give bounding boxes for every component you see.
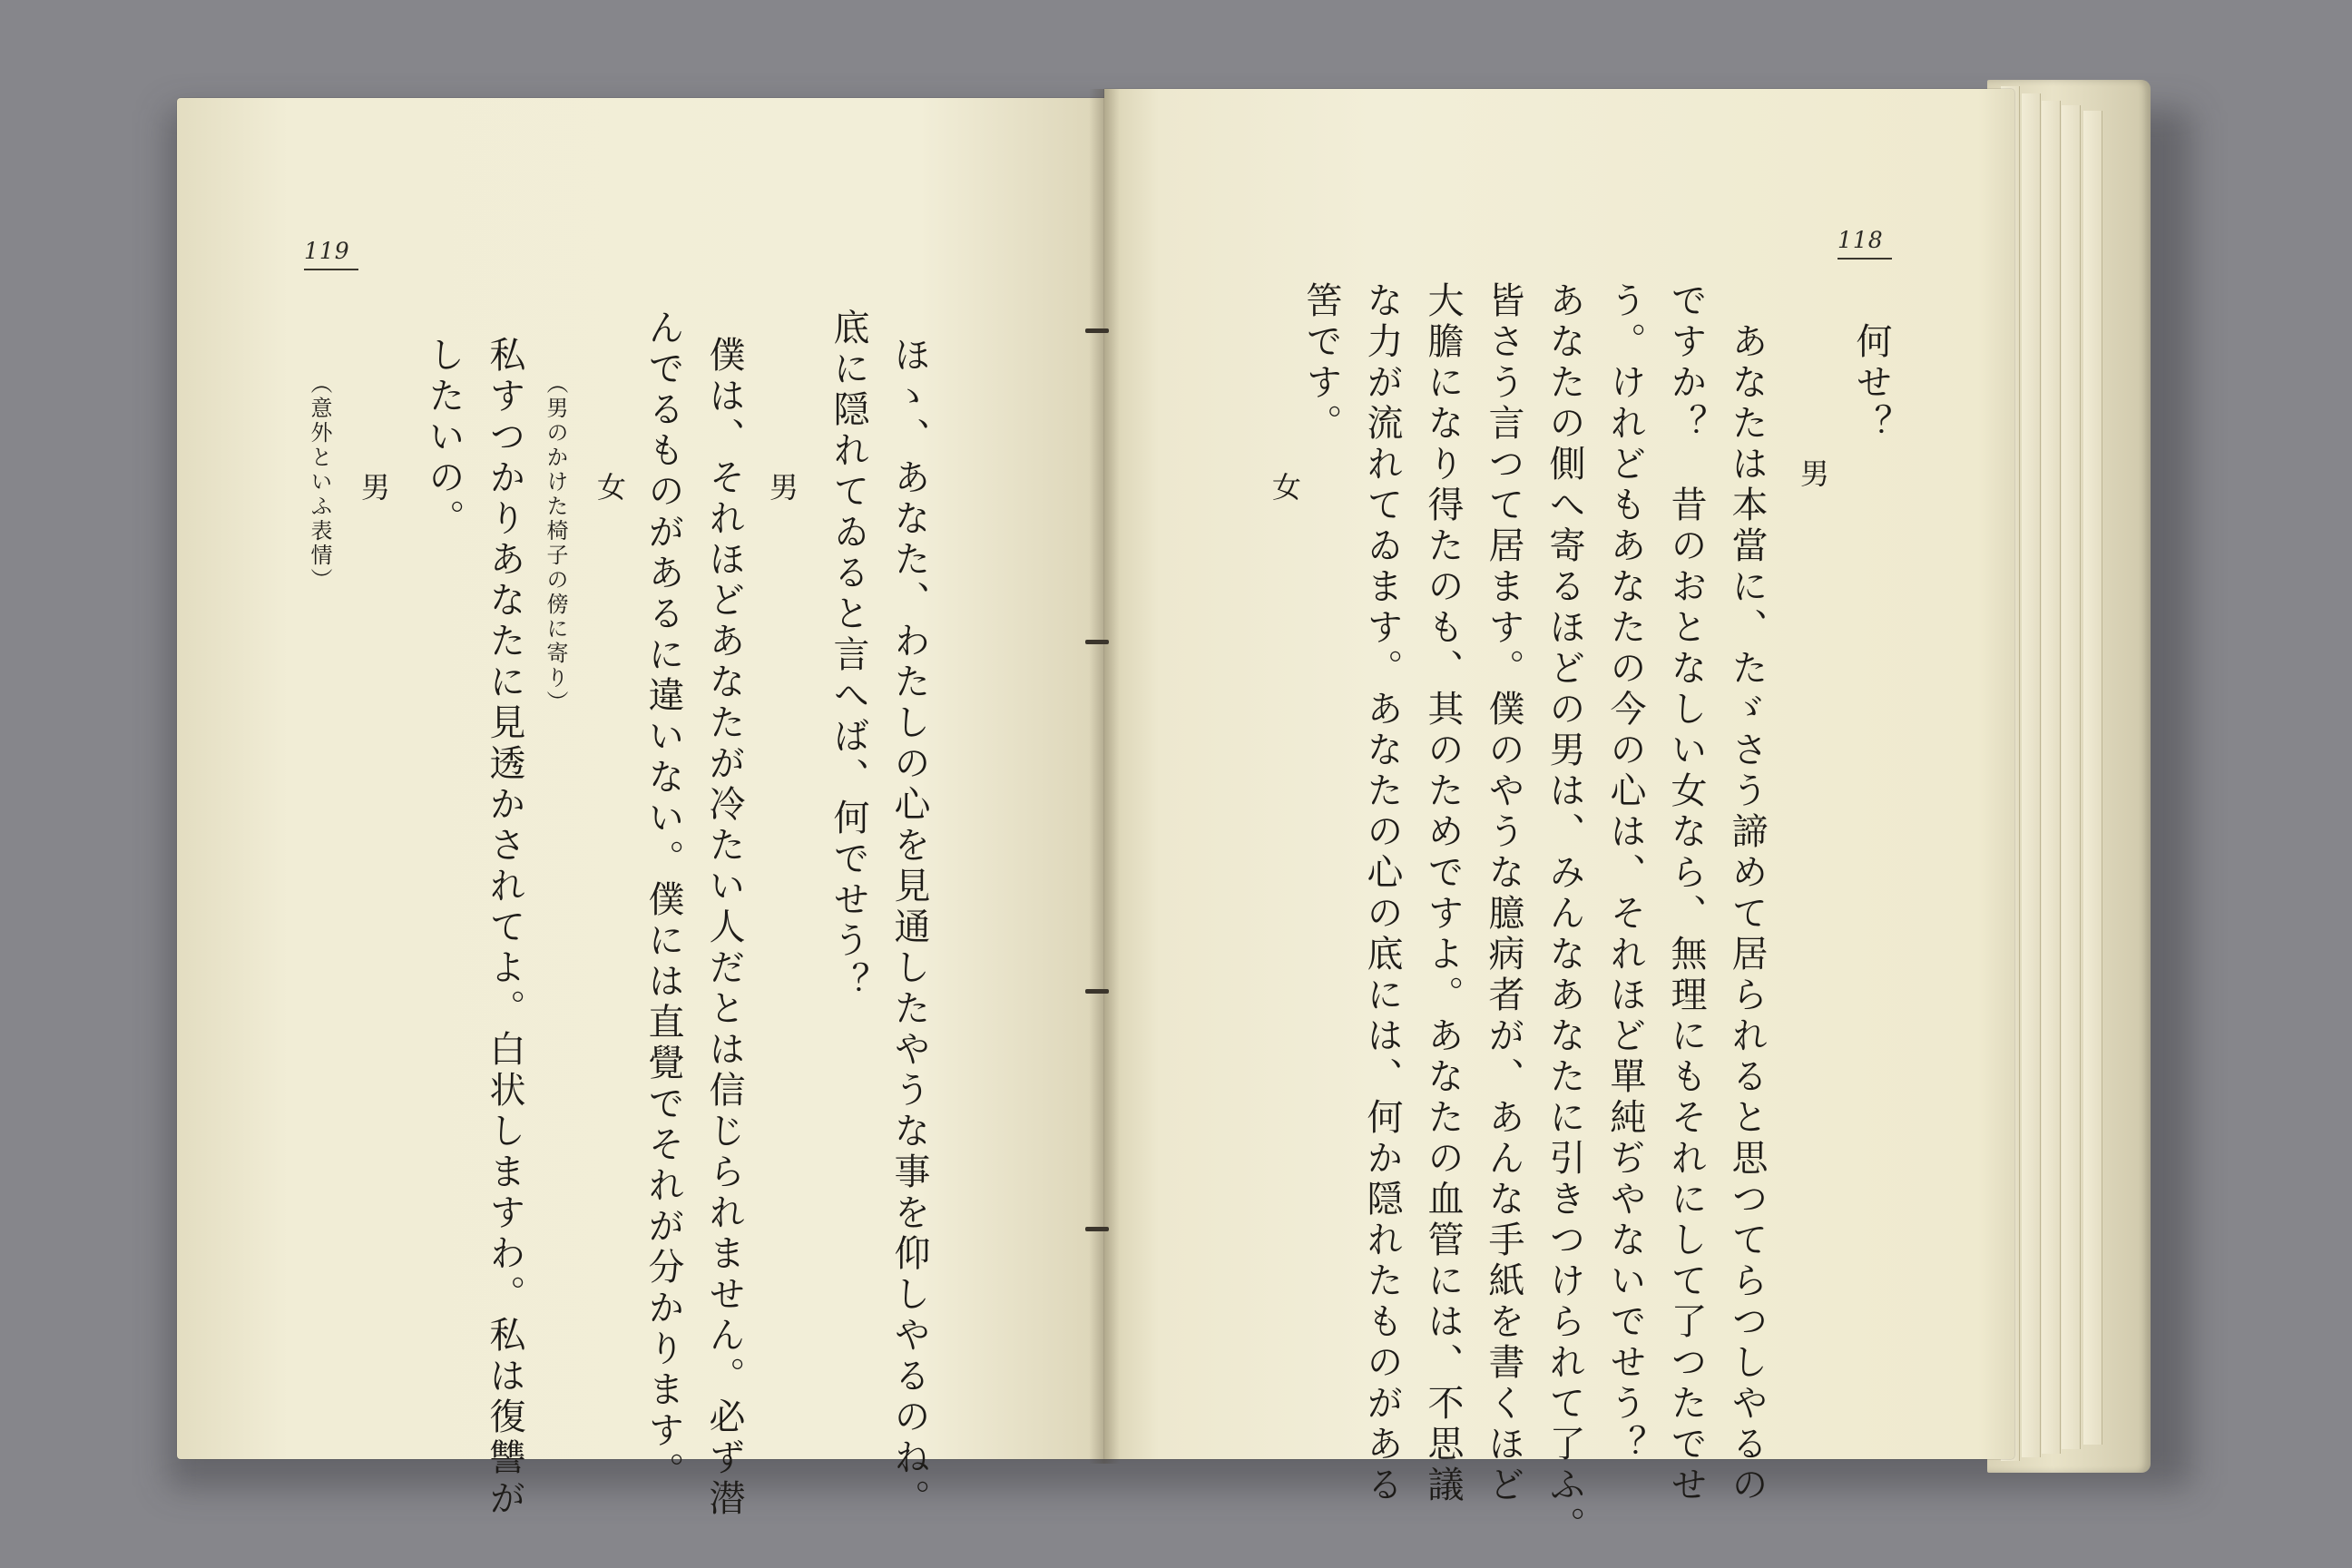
text-line: したいの。 (423, 336, 465, 540)
speaker-label: 男 (765, 472, 799, 505)
page-stack-edge (2062, 105, 2081, 1449)
text-line: 僕は、それほどあなたが冷たい人だとは信じられません。必ず潜 (703, 336, 745, 1520)
text-line: あなたは本當に、たゞさう諦めて居られると思つてらつしやるの (1726, 322, 1768, 1506)
binding-stitch (1085, 989, 1109, 994)
text-line: あなたの側へ寄るほどの男は、みんなあなたに引きつけられて了ふ。 (1544, 281, 1585, 1547)
page-stack-edge (2042, 101, 2061, 1454)
book-gutter (1089, 89, 1120, 1464)
text-line: 何せ？ (1850, 322, 1892, 445)
left-page (177, 98, 1104, 1459)
stage-direction: （男のかけた椅子の傍に寄り） (543, 372, 568, 715)
text-line: な力が流れてゐます。あなたの心の底には、何か隠れたものがある (1361, 281, 1403, 1506)
speaker-label: 男 (357, 472, 391, 505)
text-line: う。けれどもあなたの今の心は、それほど單純ぢやないでせう？ (1604, 281, 1646, 1465)
text-line: ですか？ 昔のおとなしい女なら、無理にもそれにして了つたでせ (1665, 281, 1707, 1506)
text-line: んでるものがあるに違いない。僕には直覺でそれが分かります。 (642, 309, 684, 1493)
page-stack-edge (2083, 111, 2102, 1445)
text-line: 大膽になり得たのも、其のためですよ。あなたの血管には、不思議 (1422, 281, 1464, 1506)
binding-stitch (1085, 328, 1109, 333)
speaker-label: 女 (593, 472, 627, 505)
binding-stitch (1085, 640, 1109, 644)
binding-stitch (1085, 1227, 1109, 1231)
speaker-label: 男 (1796, 458, 1830, 491)
text-line: ほゝ、あなた、わたしの心を見通したやうな事を仰しやるのね。 (888, 336, 930, 1520)
page-stack-edge (2022, 93, 2041, 1457)
speaker-label: 女 (1268, 472, 1302, 505)
stage-direction: （意外といふ表情） (307, 372, 332, 593)
text-line: 底に隠れてゐると言へば、何でせう？ (828, 309, 869, 1003)
text-line: 筈です。 (1300, 281, 1342, 445)
left-page-number: 119 (304, 238, 350, 264)
right-page-number: 118 (1838, 227, 1884, 253)
text-line: 私すつかりあなたに見透かされてよ。白状しますわ。私は復讐が (484, 336, 525, 1520)
text-line: 皆さう言つて居ます。僕のやうな臆病者が、あんな手紙を書くほど (1483, 281, 1524, 1506)
